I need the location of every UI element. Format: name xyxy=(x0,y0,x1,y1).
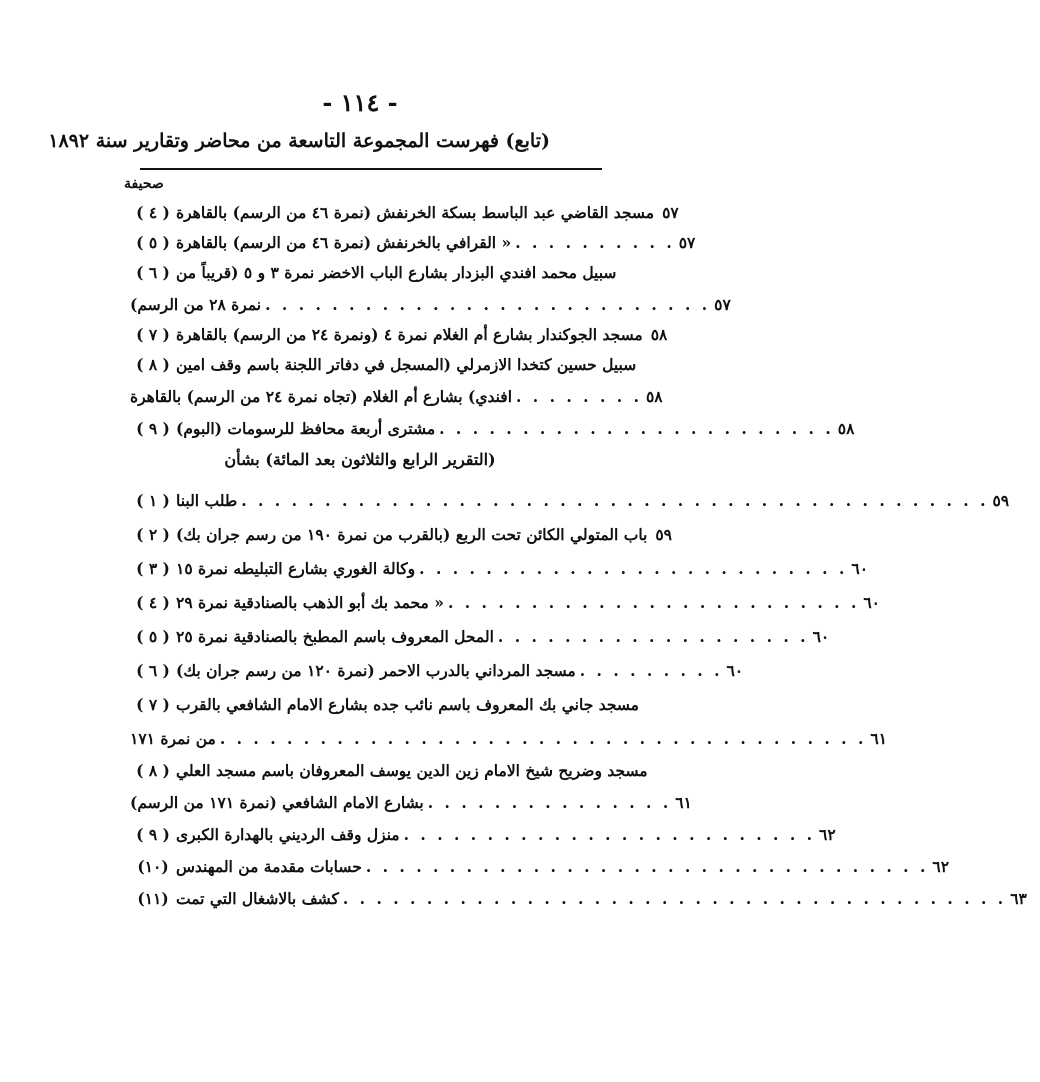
title-rule xyxy=(140,168,602,170)
entry-page: ٦٢ xyxy=(932,856,950,876)
entry-number: ( ٦ ) xyxy=(136,262,170,282)
index-entry xyxy=(130,350,637,378)
index-entry xyxy=(130,228,696,256)
leader-dots: . . . . . . . . . . . . . . . . . . . . . . . . . . . . . . . . . . . . . . . . . . . . . xyxy=(241,490,989,510)
page-number: - ١١٤ - xyxy=(322,88,398,117)
page-column-label: صحيفة xyxy=(124,176,164,192)
entry-number: ( ٥ ) xyxy=(136,626,170,646)
index-entry xyxy=(130,656,744,684)
index-entry xyxy=(130,622,830,650)
entry-text: افندي) بشارع أم الغلام (تجاه نمرة ٢٤ من الرسم) بالقاهرة xyxy=(130,386,513,406)
entry-page: ٦٢ xyxy=(819,824,836,844)
page-title: (تابع) فهرست المجموعة التاسعة من محاضر وتقارير سنة ١٨٩٢ xyxy=(48,130,550,152)
entry-text: المحل المعروف باسم المطبخ بالصنادقية نمرة ٢٥ xyxy=(176,626,494,646)
entry-page: ٥٧ xyxy=(714,294,731,314)
entry-text: سبيل محمد افندي البزدار بشارع الباب الاخضر نمرة ٣ و ٥ (قريباً من xyxy=(176,262,617,282)
leader-dots: . . . . . . . . . . . . . . . . . . . . . . . . . . . . . . . . . . . . . . . xyxy=(219,728,867,748)
entry-number: ( ٤ ) xyxy=(136,202,170,222)
index-entry xyxy=(130,198,679,226)
entry-page: ٦١ xyxy=(675,792,692,812)
index-entry xyxy=(130,258,617,286)
leader-dots: . . . . . . . . . xyxy=(579,660,723,680)
entry-page: ٥٩ xyxy=(655,524,673,544)
leader-dots: . . . . . . . . . . . . . . . . . . . . . . . . xyxy=(439,418,834,438)
index-entry xyxy=(130,820,836,848)
index-entry xyxy=(130,554,869,582)
entry-text: نمرة ٢٨ من الرسم) xyxy=(130,294,262,314)
entry-text: بشارع الامام الشافعي (نمرة ١٧١ من الرسم) xyxy=(130,792,424,812)
entry-text: كشف بالاشغال التي تمت xyxy=(176,888,339,908)
index-entry xyxy=(130,884,1027,912)
entry-number: ( ٢ ) xyxy=(136,524,170,544)
index-entry-continuation xyxy=(130,382,663,410)
entry-page: ٥٩ xyxy=(992,490,1010,510)
entry-number: ( ٧ ) xyxy=(136,694,170,714)
entry-page: ٥٨ xyxy=(650,324,668,344)
index-entry xyxy=(130,320,668,348)
entry-page: ٦١ xyxy=(870,728,887,748)
index-entry xyxy=(130,852,950,880)
entry-text: وكالة الغوري بشارع التبليطه نمرة ١٥ xyxy=(176,558,416,578)
leader-dots: . . . . . . . . . . . . . . . . . . . xyxy=(497,626,809,646)
leader-dots: . . . . . . . . . . . . . . . . . . . . . . . . . . . . . . . . . . xyxy=(365,856,929,876)
index-entry-continuation xyxy=(130,788,692,816)
leader-dots: . . . . . . . . xyxy=(516,386,642,406)
leader-dots: . . . . . . . . . . . . . . . . . . . . . . . . . xyxy=(403,824,816,844)
entry-number: ( ٧ ) xyxy=(136,324,170,344)
entry-page: ٦٠ xyxy=(812,626,830,646)
entry-number: ( ٨ ) xyxy=(136,354,170,374)
entry-number: (١٠) xyxy=(137,856,169,876)
leader-dots: . . . . . . . . . . . . . . . xyxy=(427,792,672,812)
entry-number: ( ٩ ) xyxy=(136,824,170,844)
entry-text: من نمرة ١٧١ xyxy=(130,728,216,748)
entry-text: حسابات مقدمة من المهندس xyxy=(176,856,362,876)
entry-page: ٦٠ xyxy=(863,592,881,612)
entry-page: ٦٣ xyxy=(1010,888,1027,908)
entry-text: « القرافي بالخرنفش (نمرة ٤٦ من الرسم) بالقاهرة xyxy=(176,232,512,252)
entry-text: « محمد بك أبو الذهب بالصنادقية نمرة ٢٩ xyxy=(176,592,444,612)
entry-number: ( ٣ ) xyxy=(136,558,170,578)
leader-dots: . . . . . . . . . . . . . . . . . . . . . . . . . . . xyxy=(265,294,711,314)
index-entry xyxy=(130,520,673,548)
entry-page: ٦٠ xyxy=(851,558,869,578)
index-entry xyxy=(130,414,855,442)
entry-text: مسجد الجوكندار بشارع أم الغلام نمرة ٤ (ونمرة ٢٤ من الرسم) بالقاهرة xyxy=(176,324,643,344)
index-entry xyxy=(130,588,881,616)
entry-text: طلب البنا xyxy=(176,490,238,510)
entry-number: (١١) xyxy=(137,888,169,908)
entry-page: ٥٨ xyxy=(837,418,855,438)
entry-text: سبيل حسين كتخدا الازمرلي (المسجل في دفاتر اللجنة باسم وقف امين xyxy=(176,354,637,374)
entry-text: باب المتولي الكائن تحت الربع (بالقرب من نمرة ١٩٠ من رسم جران بك) xyxy=(176,524,648,544)
entry-page: ٥٧ xyxy=(678,232,696,252)
entry-number: ( ٦ ) xyxy=(136,660,170,680)
entry-number: ( ٥ ) xyxy=(136,232,170,252)
entry-number: ( ٩ ) xyxy=(136,418,170,438)
index-entry-continuation xyxy=(130,290,731,318)
index-entry xyxy=(130,486,1010,514)
entry-number: ( ٨ ) xyxy=(136,760,170,780)
entry-text: مسجد المرداني بالدرب الاحمر (نمرة ١٢٠ من رسم جران بك) xyxy=(176,660,576,680)
leader-dots: . . . . . . . . . . . . . . . . . . . . . . . . . . . . . . . . . . . . . . . . xyxy=(342,888,1007,908)
section-heading: (التقرير الرابع والثلاثون بعد المائة) بشأن xyxy=(224,450,496,469)
entry-text: مسجد القاضي عبد الباسط بسكة الخرنفش (نمرة ٤٦ من الرسم) بالقاهرة xyxy=(176,202,655,222)
entry-text: مشترى أربعة محافظ للرسومات (البوم) xyxy=(176,418,436,438)
entry-text: مسجد وضريح شيخ الامام زين الدين يوسف المعروفان باسم مسجد العلي xyxy=(176,760,648,780)
index-entry-continuation xyxy=(130,724,887,752)
leader-dots: . . . . . . . . . . . . . . . . . . . . . . . . . . xyxy=(419,558,848,578)
entry-text: مسجد جاني بك المعروف باسم نائب جده بشارع الامام الشافعي بالقرب xyxy=(176,694,639,714)
entry-page: ٥٨ xyxy=(645,386,663,406)
entry-number: ( ٤ ) xyxy=(136,592,170,612)
entry-page: ٦٠ xyxy=(726,660,744,680)
leader-dots: . . . . . . . . . . . . . . . . . . . . . . . . . xyxy=(447,592,860,612)
index-entry xyxy=(130,756,648,784)
leader-dots: . . . . . . . . . . xyxy=(515,232,675,252)
entry-number: ( ١ ) xyxy=(136,490,170,510)
entry-text: منزل وقف الرديني بالهدارة الكبرى xyxy=(176,824,400,844)
index-entry xyxy=(130,690,639,718)
entry-page: ٥٧ xyxy=(662,202,679,222)
